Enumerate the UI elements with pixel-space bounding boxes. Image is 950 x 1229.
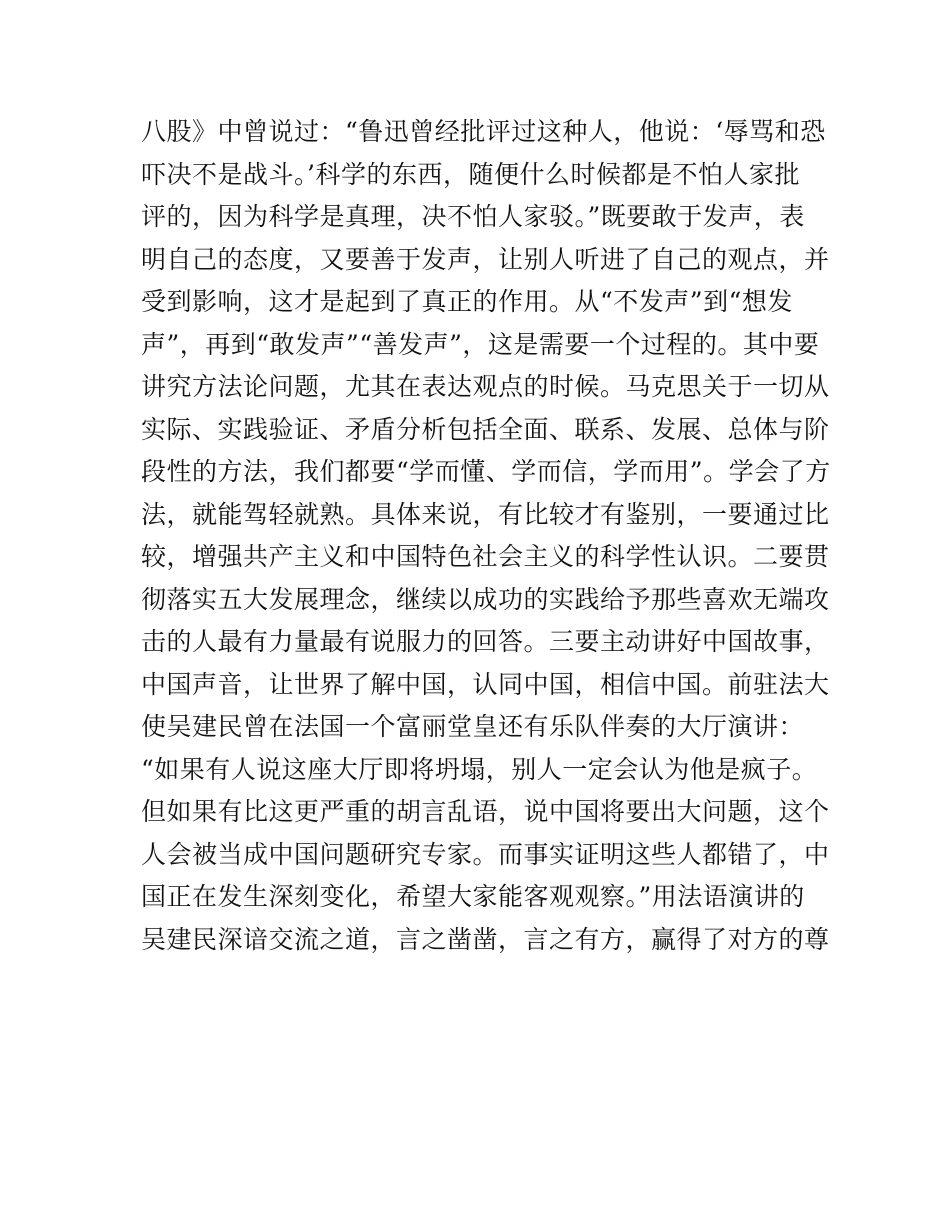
text-line: 吴建民深谙交流之道，言之凿凿，言之有方，赢得了对方的尊 <box>141 924 830 954</box>
text-line: 实际、实践验证、矛盾分析包括全面、联系、发展、总体与阶 <box>141 414 830 444</box>
text-line: 明自己的态度，又要善于发声，让别人听进了自己的观点，并 <box>141 244 830 274</box>
text-line: 使吴建民曾在法国一个富丽堂皇还有乐队伴奏的大厅演讲： <box>141 712 805 741</box>
text-line: 法，就能驾轻就熟。具体来说，有比较才有鉴别，一要通过比 <box>141 499 830 529</box>
text-line: 八股》中曾说过：“鲁迅曾经批评过这种人，他说：‘辱骂和恐 <box>141 117 826 146</box>
text-line: 较，增强共产主义和中国特色社会主义的科学性认识。二要贯 <box>141 542 830 571</box>
text-line: 受到影响，这才是起到了真正的作用。从“不发声”到“想发 <box>141 287 793 316</box>
text-line: 中国声音，让世界了解中国，认同中国，相信中国。前驻法大 <box>141 669 830 699</box>
text-line: 段性的方法，我们都要“学而懂、学而信，学而用”。学会了方 <box>141 457 831 486</box>
text-line: 吓决不是战斗。’科学的东西，随便什么时候都是不怕人家批 <box>141 159 800 189</box>
text-line: 人会被当成中国问题研究专家。而事实证明这些人都错了，中 <box>141 839 830 869</box>
text-line: “如果有人说这座大厅即将坍塌，别人一定会认为他是疯子。 <box>141 754 818 784</box>
text-line: 声”，再到“敢发声”“善发声”，这是需要一个过程的。其中要 <box>141 329 820 359</box>
text-line: 击的人最有力量最有说服力的回答。三要主动讲好中国故事， <box>141 627 830 656</box>
text-line: 国正在发生深刻变化，希望大家能客观观察。”用法语演讲的 <box>141 882 805 911</box>
text-line: 讲究方法论问题，尤其在表达观点的时候。马克思关于一切从 <box>141 372 830 401</box>
text-line: 但如果有比这更严重的胡言乱语，说中国将要出大问题，这个 <box>141 797 830 826</box>
text-line: 彻落实五大发展理念，继续以成功的实践给予那些喜欢无端攻 <box>141 584 830 614</box>
text-line: 评的，因为科学是真理，决不怕人家驳。”既要敢于发声，表 <box>141 202 805 231</box>
body-paragraph <box>141 111 831 961</box>
